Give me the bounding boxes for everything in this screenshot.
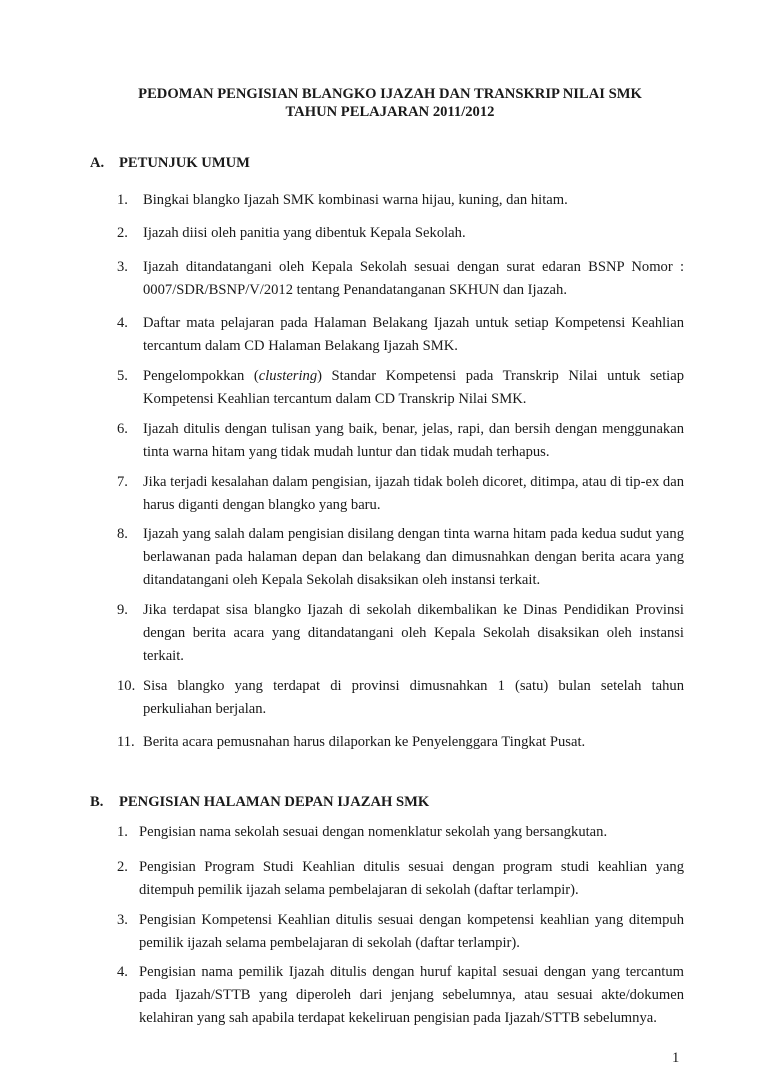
list-item-text: Ijazah ditulis dengan tulisan yang baik, benar, jelas, rapi, dan bersih dengan menggunakan tinta warna hitam yang tidak mudah luntur dan tidak mudah terhapus. (143, 421, 684, 460)
list-item-text: Bingkai blangko Ijazah SMK kombinasi warna hijau, kuning, dan hitam. (143, 192, 568, 208)
document-title: PEDOMAN PENGISIAN BLANGKO IJAZAH DAN TRANSKRIP NILAI SMK (138, 86, 642, 102)
list-item (117, 675, 684, 721)
list-item (117, 821, 684, 844)
page-number: 1 (672, 1050, 680, 1066)
list-item-text: Ijazah yang salah dalam pengisian disilang dengan tinta warna hitam pada kedua sudut yang berlawanan pada halaman depan dan belakang dan dimusnahkan dengan berita acara yang ditandatangani oleh Kepala Sekolah disaksikan oleh instansi terkait. (143, 526, 684, 588)
list-item-number: 1. (117, 824, 128, 840)
list-item-text: Sisa blangko yang terdapat di provinsi dimusnahkan 1 (satu) bulan setelah tahun perkuliahan berjalan. (143, 678, 684, 717)
list-item-text: Pengisian nama pemilik Ijazah ditulis dengan huruf kapital sesuai dengan yang tercantum pada Ijazah/STTB yang diperoleh dari jenjang sebelumnya, atau sesuai akte/dokumen kelahiran yang sah apabila terdapat kekeliruan pengisian pada Ijazah/STTB sebelumnya. (139, 964, 684, 1026)
list-item (117, 365, 684, 411)
list-item-number: 4. (117, 315, 128, 331)
section-a-letter: A. (90, 155, 105, 171)
list-item-number: 5. (117, 368, 128, 384)
list-item-number: 8. (117, 526, 128, 542)
list-item-text: Pengisian nama sekolah sesuai dengan nomenklatur sekolah yang bersangkutan. (139, 824, 608, 840)
list-item (117, 256, 684, 302)
section-b-title: PENGISIAN HALAMAN DEPAN IJAZAH SMK (119, 794, 430, 810)
list-item (117, 418, 684, 464)
section-b-heading (90, 793, 429, 811)
list-item (117, 189, 684, 212)
section-a-heading (90, 154, 250, 172)
list-item-text: Ijazah diisi oleh panitia yang dibentuk Kepala Sekolah. (143, 225, 466, 241)
list-item-text: Pengisian Program Studi Keahlian ditulis sesuai dengan program studi keahlian yang ditempuh pemilik ijazah selama pembelajaran di sekolah (daftar terlampir). (139, 859, 684, 898)
list-item-number: 11. (117, 734, 135, 750)
list-item (117, 599, 684, 668)
list-item (117, 222, 684, 245)
list-item-number: 3. (117, 912, 128, 928)
list-item-text (143, 365, 684, 411)
list-item-number: 2. (117, 859, 128, 875)
list-item-text-italic: clustering (258, 368, 318, 384)
list-item (117, 471, 684, 517)
document-subtitle: TAHUN PELAJARAN 2011/2012 (285, 104, 495, 120)
list-item-text: Jika terjadi kesalahan dalam pengisian, ijazah tidak boleh dicoret, ditimpa, atau di tip-ex dan harus diganti dengan blangko yang baru. (143, 474, 684, 513)
list-item (117, 961, 684, 1030)
section-b-letter: B. (90, 794, 104, 810)
list-item-number: 6. (117, 421, 128, 437)
list-item-number: 7. (117, 474, 128, 490)
list-item-text: Pengisian Kompetensi Keahlian ditulis sesuai dengan kompetensi keahlian yang ditempuh pemilik ijazah selama pembelajaran di sekolah (daftar terlampir). (139, 912, 684, 951)
list-item-number: 1. (117, 192, 128, 208)
list-item-number: 9. (117, 602, 128, 618)
list-item-text: Daftar mata pelajaran pada Halaman Belakang Ijazah untuk setiap Kompetensi Keahlian tercantum dalam CD Halaman Belakang Ijazah SMK. (143, 315, 684, 354)
list-item (117, 731, 684, 754)
list-item-number: 10. (117, 678, 136, 694)
list-item-text-end: ) Standar Kompetensi pada Transkrip Nilai untuk setiap Kompetensi Keahlian tercantum dalam CD Transkrip Nilai SMK. (143, 368, 684, 407)
list-item (117, 856, 684, 902)
list-item-text: Jika terdapat sisa blangko Ijazah di sekolah dikembalikan ke Dinas Pendidikan Provinsi dengan berita acara yang ditandatangani oleh Kepala Sekolah disaksikan oleh instansi terkait. (143, 602, 684, 664)
list-item (117, 312, 684, 358)
list-item-text: Ijazah ditandatangani oleh Kepala Sekolah sesuai dengan surat edaran BSNP Nomor : 0007/SDR/BSNP/V/2012 tentang Penandatanganan SKHUN dan Ijazah. (143, 259, 684, 298)
section-a-title: PETUNJUK UMUM (119, 155, 250, 171)
list-item-text-start: Pengelompokkan ( (143, 368, 259, 384)
list-item (117, 909, 684, 955)
list-item-number: 2. (117, 225, 128, 241)
list-item-number: 3. (117, 259, 128, 275)
list-item-number: 4. (117, 964, 128, 980)
list-item-text: Berita acara pemusnahan harus dilaporkan ke Penyelenggara Tingkat Pusat. (143, 734, 586, 750)
list-item (117, 523, 684, 592)
